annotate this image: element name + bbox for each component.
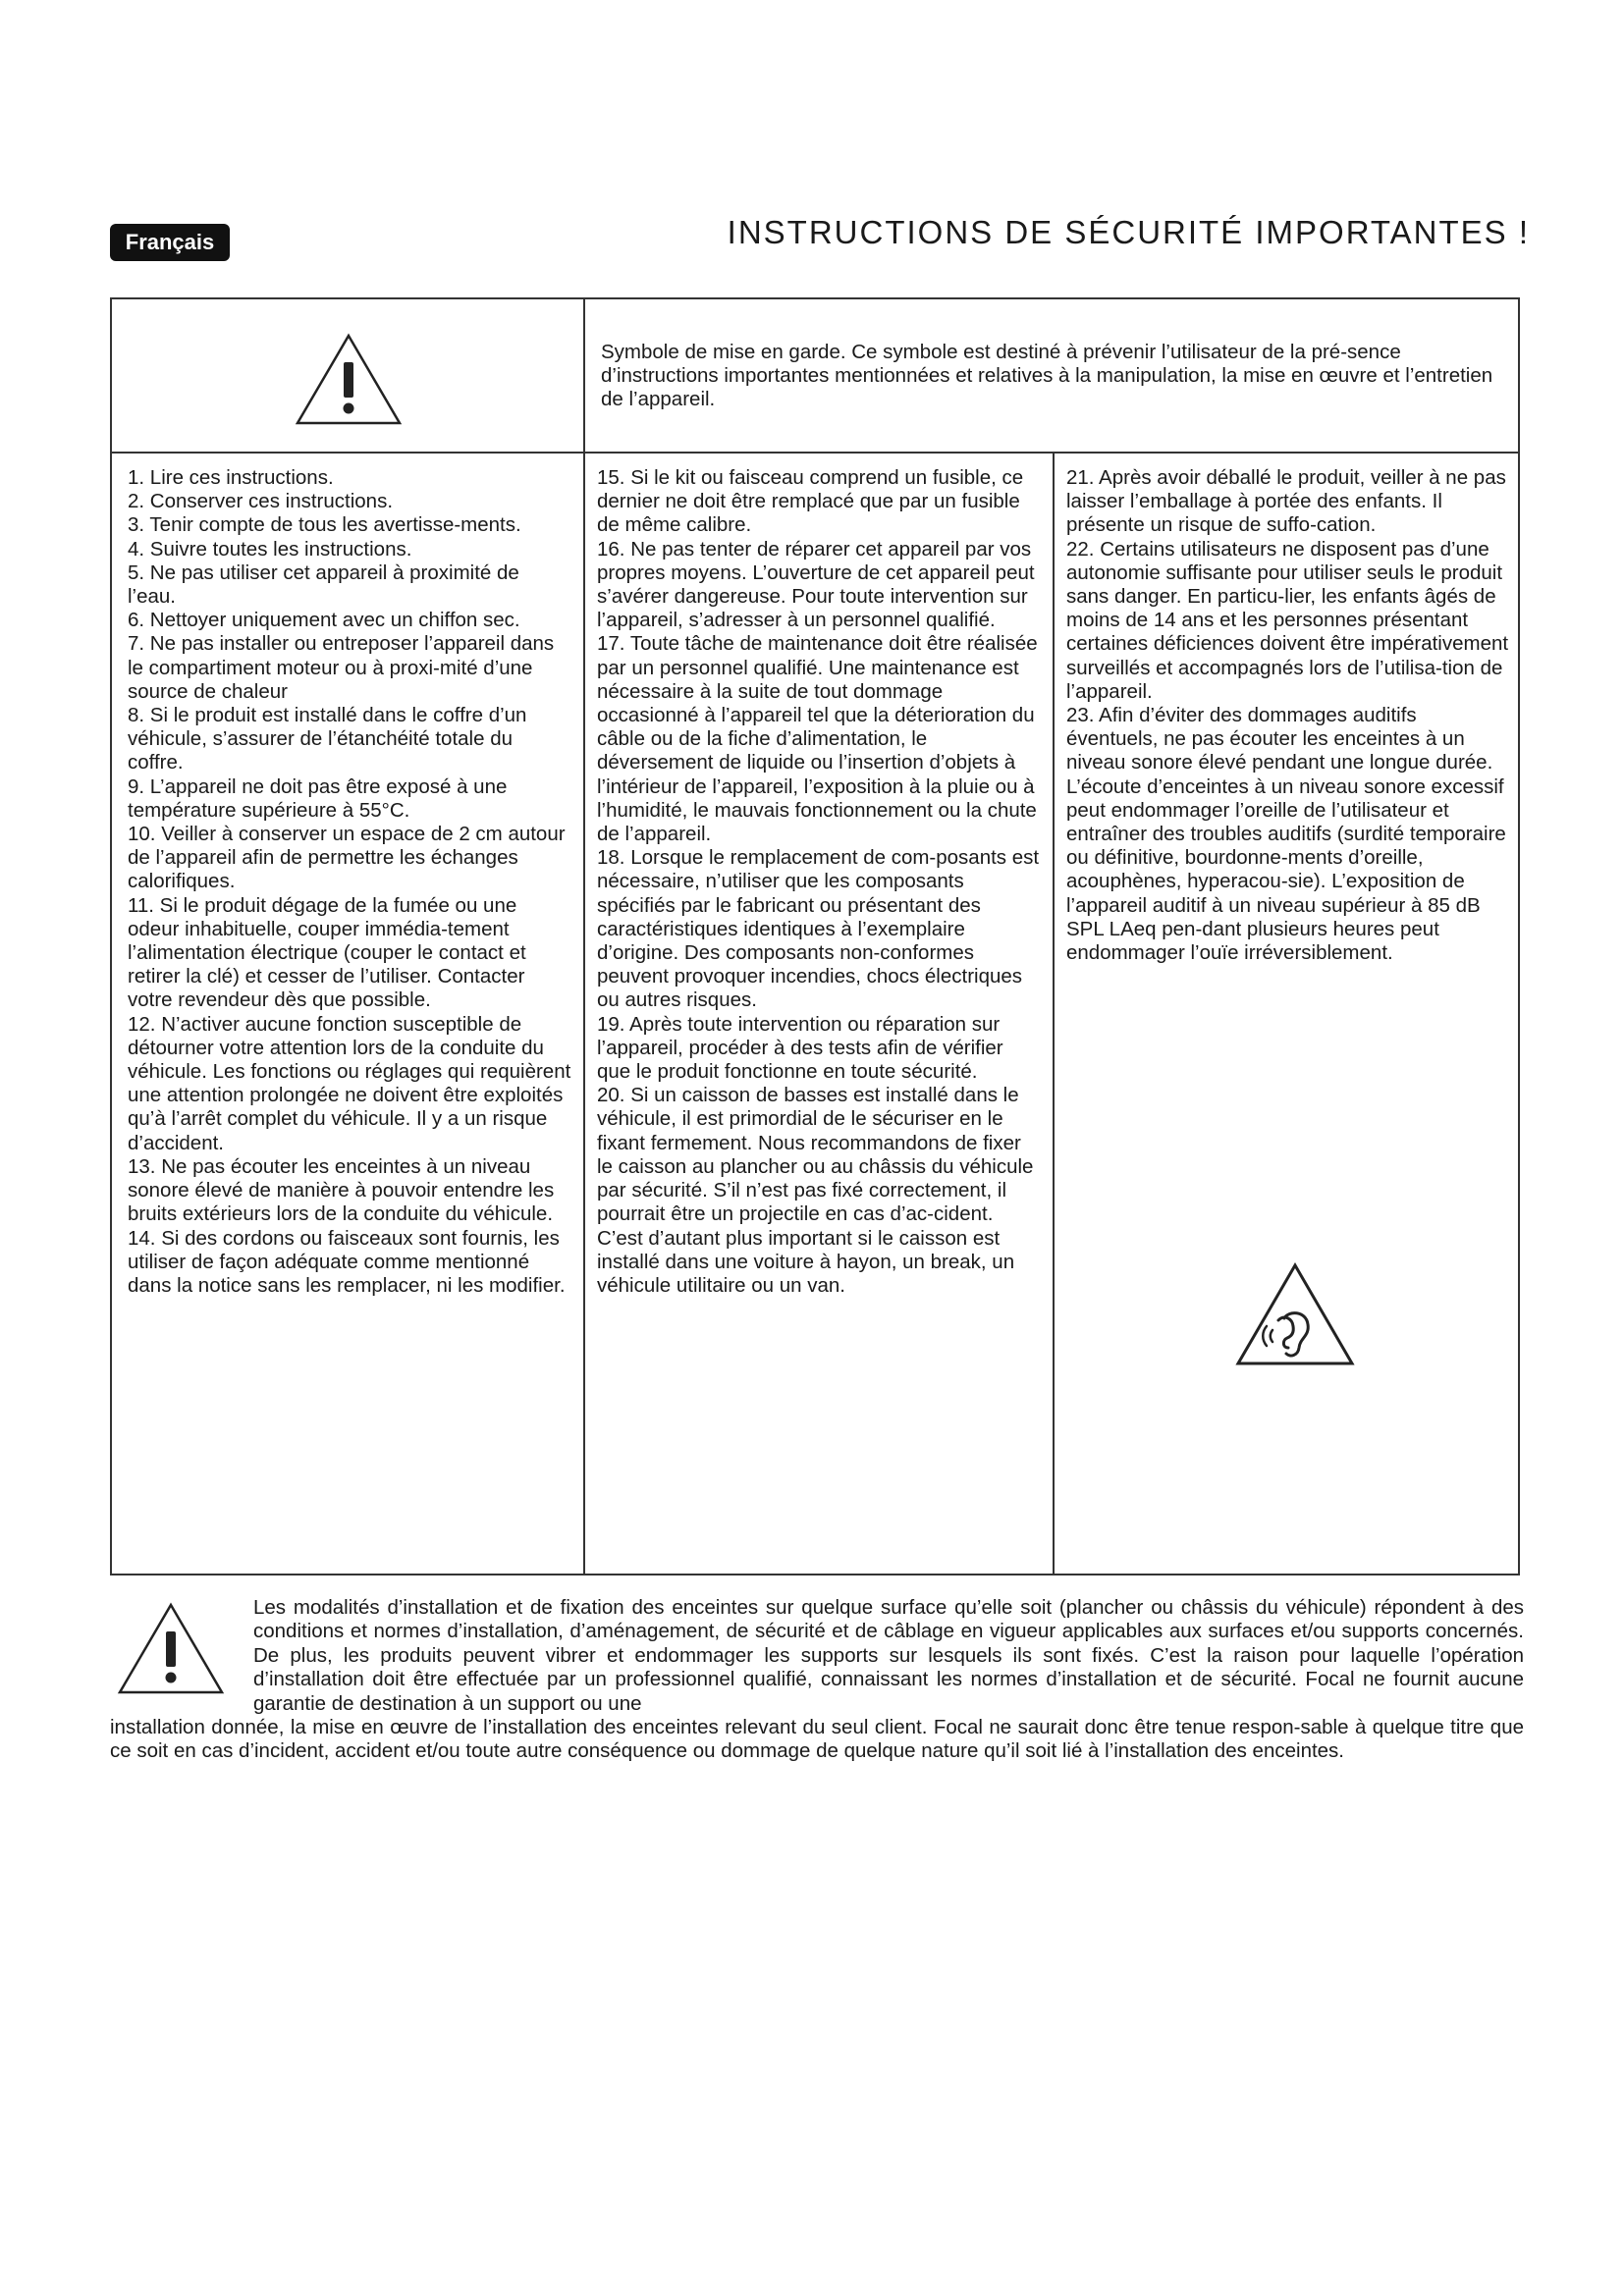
instruction-item: 14. Si des cordons ou faisceaux sont fournis, les utiliser de façon adéquate comme mentionné dans la notice sans les remplacer, ni les modifier. (128, 1226, 566, 1297)
table-divider-vertical (1053, 452, 1055, 1574)
disclaimer-part-1: Les modalités d’installation et de fixation des enceintes sur quelque surface qu’elle soit (plancher ou châssis du véhicule) répondent à des conditions et normes d’installation, d’aménagement, de sécurité et de câblage en vigueur applicables aux surfaces et/ou supports concernés. De plus, les produits peuvent vibrer et endommager les supports sur lesquels ils sont fixés. C’est la raison pour laquelle l’opération d’installation doit être effectuée par un professionnel qualifié, connaissant les normes d’installation et de sécurité. Focal ne fournit aucune garantie de destination à un support ou une (253, 1596, 1524, 1715)
instruction-item: 5. Ne pas utiliser cet appareil à proximité de l’eau. (128, 561, 519, 609)
warning-symbol-cell (112, 299, 583, 452)
instructions-column-1 (128, 466, 571, 1298)
instruction-item: 12. N’activer aucune fonction susceptible de détourner votre attention lors de la conduite du véhicule. Les fonctions ou réglages qui requièrent une attention prolongée ne doivent être exploités qu’à l’arrêt complet du véhicule. Il y a un risque d’accident. (128, 1012, 571, 1154)
table-divider-vertical (583, 299, 585, 1574)
instruction-item: 20. Si un caisson de basses est installé dans le véhicule, il est primordial de le sécuriser en le fixant fermement. Nous recommandons de fixer le caisson au plancher ou au châssis du véhicule par sécurité. S’il n’est pas fixé correctement, il pourrait être un projectile en cas d’ac-cident. C’est d’autant plus important si le caisson est installé dans une voiture à hayon, un break, un véhicule utilitaire ou un van. (597, 1084, 1034, 1297)
instruction-item: 8. Si le produit est installé dans le coffre d’un véhicule, s’assurer de l’étanchéité totale du coffre. (128, 704, 527, 774)
instruction-item: 19. Après toute intervention ou réparation sur l’appareil, procéder à des tests afin de vérifier que le produit fonctionne en toute sécurité. (597, 1012, 1003, 1084)
instruction-item: 15. Si le kit ou faisceau comprend un fusible, ce dernier ne doit être remplacé que par un fusible de même calibre. (597, 466, 1024, 537)
instruction-item: 11. Si le produit dégage de la fumée ou une odeur inhabituelle, couper immédia-tement l’alimentation électrique (couper le contact et retirer la clé) et cesser de l’utiliser. Contacter votre revendeur dès que possible. (128, 893, 526, 1012)
page-title: INSTRUCTIONS DE SÉCURITÉ IMPORTANTES ! (727, 214, 1530, 250)
instruction-item: 10. Veiller à conserver un espace de 2 cm autour de l’appareil afin de permettre les échanges calorifiques. (128, 823, 566, 893)
instruction-item: 1. Lire ces instructions. (128, 466, 334, 489)
instruction-item: 7. Ne pas installer ou entreposer l’appareil dans le compartiment moteur ou à proxi-mité d’une source de chaleur (128, 632, 555, 703)
instructions-column-2 (597, 466, 1041, 1298)
instruction-item: 6. Nettoyer uniquement avec un chiffon sec. (128, 609, 520, 632)
warning-symbol-description: Symbole de mise en garde. Ce symbole est destiné à prévenir l’utilisateur de la pré-sence d’instructions importantes mentionnées et relatives à la manipulation, la mise en œuvre et l’entretien de l’appareil. (601, 341, 1493, 410)
disclaimer-part-2: installation donnée, la mise en œuvre de l’installation des enceintes relevant du seul client. Focal ne saurait donc être tenue respon-sable à quelque titre que ce soit en cas d’incident, accident et/ou toute autre conséquence ou dommage de quelque nature qu’il soit lié à l’installation des enceintes. (110, 1716, 1524, 1763)
instruction-item: 23. Afin d’éviter des dommages auditifs éventuels, ne pas écouter les enceintes à un niveau sonore élevé pendant une longue durée. L’écoute d’enceintes à un niveau sonore excessif peut endommager l’oreille de l’utilisateur et entraîner des troubles auditifs (surdité temporaire ou définitive, bourdonne-ments d’oreille, acouphènes, hyperacou-sie). L’exposition de l’appareil auditif à un niveau supérieur à 85 dB SPL LAeq pen-dant plusieurs heures peut endommager l’ouïe irréversiblement. (1066, 704, 1506, 965)
table-divider-horizontal (112, 452, 1518, 454)
instructions-column-3 (1066, 466, 1510, 965)
instruction-item: 13. Ne pas écouter les enceintes à un niveau sonore élevé de manière à pouvoir entendre les bruits extérieurs lors de la conduite du véhicule. (128, 1154, 555, 1226)
language-badge: Français (110, 224, 230, 261)
safety-instructions-table (110, 297, 1520, 1575)
instruction-item: 4. Suivre toutes les instructions. (128, 537, 412, 561)
warning-triangle-icon (294, 333, 404, 427)
instruction-item: 2. Conserver ces instructions. (128, 490, 394, 513)
instruction-item: 9. L’appareil ne doit pas être exposé à une température supérieure à 55°C. (128, 774, 508, 822)
hearing-warning-icon (1233, 1261, 1357, 1369)
instruction-item: 16. Ne pas tenter de réparer cet appareil par vos propres moyens. L’ouverture de cet appareil peut s’avérer dangereuse. Pour toute intervention sur l’appareil, s’adresser à un personnel qualifié. (597, 537, 1035, 632)
instruction-item: 3. Tenir compte de tous les avertisse-ments. (128, 513, 521, 537)
instruction-item: 22. Certains utilisateurs ne disposent pas d’une autonomie suffisante pour utiliser seuls le produit sans danger. En particu-lier, les enfants âgés de moins de 14 ans et les personnes présentant certaines déficiences doivent être impérativement surveillés et accompagnés lors de l’utilisa-tion de l’appareil. (1066, 537, 1509, 703)
instruction-item: 21. Après avoir déballé le produit, veiller à ne pas laisser l’emballage à portée des enfants. Il présente un risque de suffo-cation. (1066, 466, 1506, 537)
instruction-item: 17. Toute tâche de maintenance doit être réalisée par un personnel qualifié. Une maintenance est nécessaire à la suite de tout dommage occasionné à l’appareil tel que la déterioration du câble ou de la fiche d’alimentation, le déversement de liquide ou l’insertion d’objets à l’intérieur de l’appareil, l’exposition à la pluie ou à l’humidité, le mauvais fonctionnement ou la chute de l’appareil. (597, 632, 1038, 846)
installation-disclaimer (110, 1596, 1524, 1764)
instruction-item: 18. Lorsque le remplacement de com-posants est nécessaire, n’utiliser que les composants spécifiés par le fabricant ou présentant des caractéristiques identiques à l’exemplaire d’origine. Des composants non-conformes peuvent provoquer incendies, chocs électriques ou autres risques. (597, 846, 1040, 1012)
